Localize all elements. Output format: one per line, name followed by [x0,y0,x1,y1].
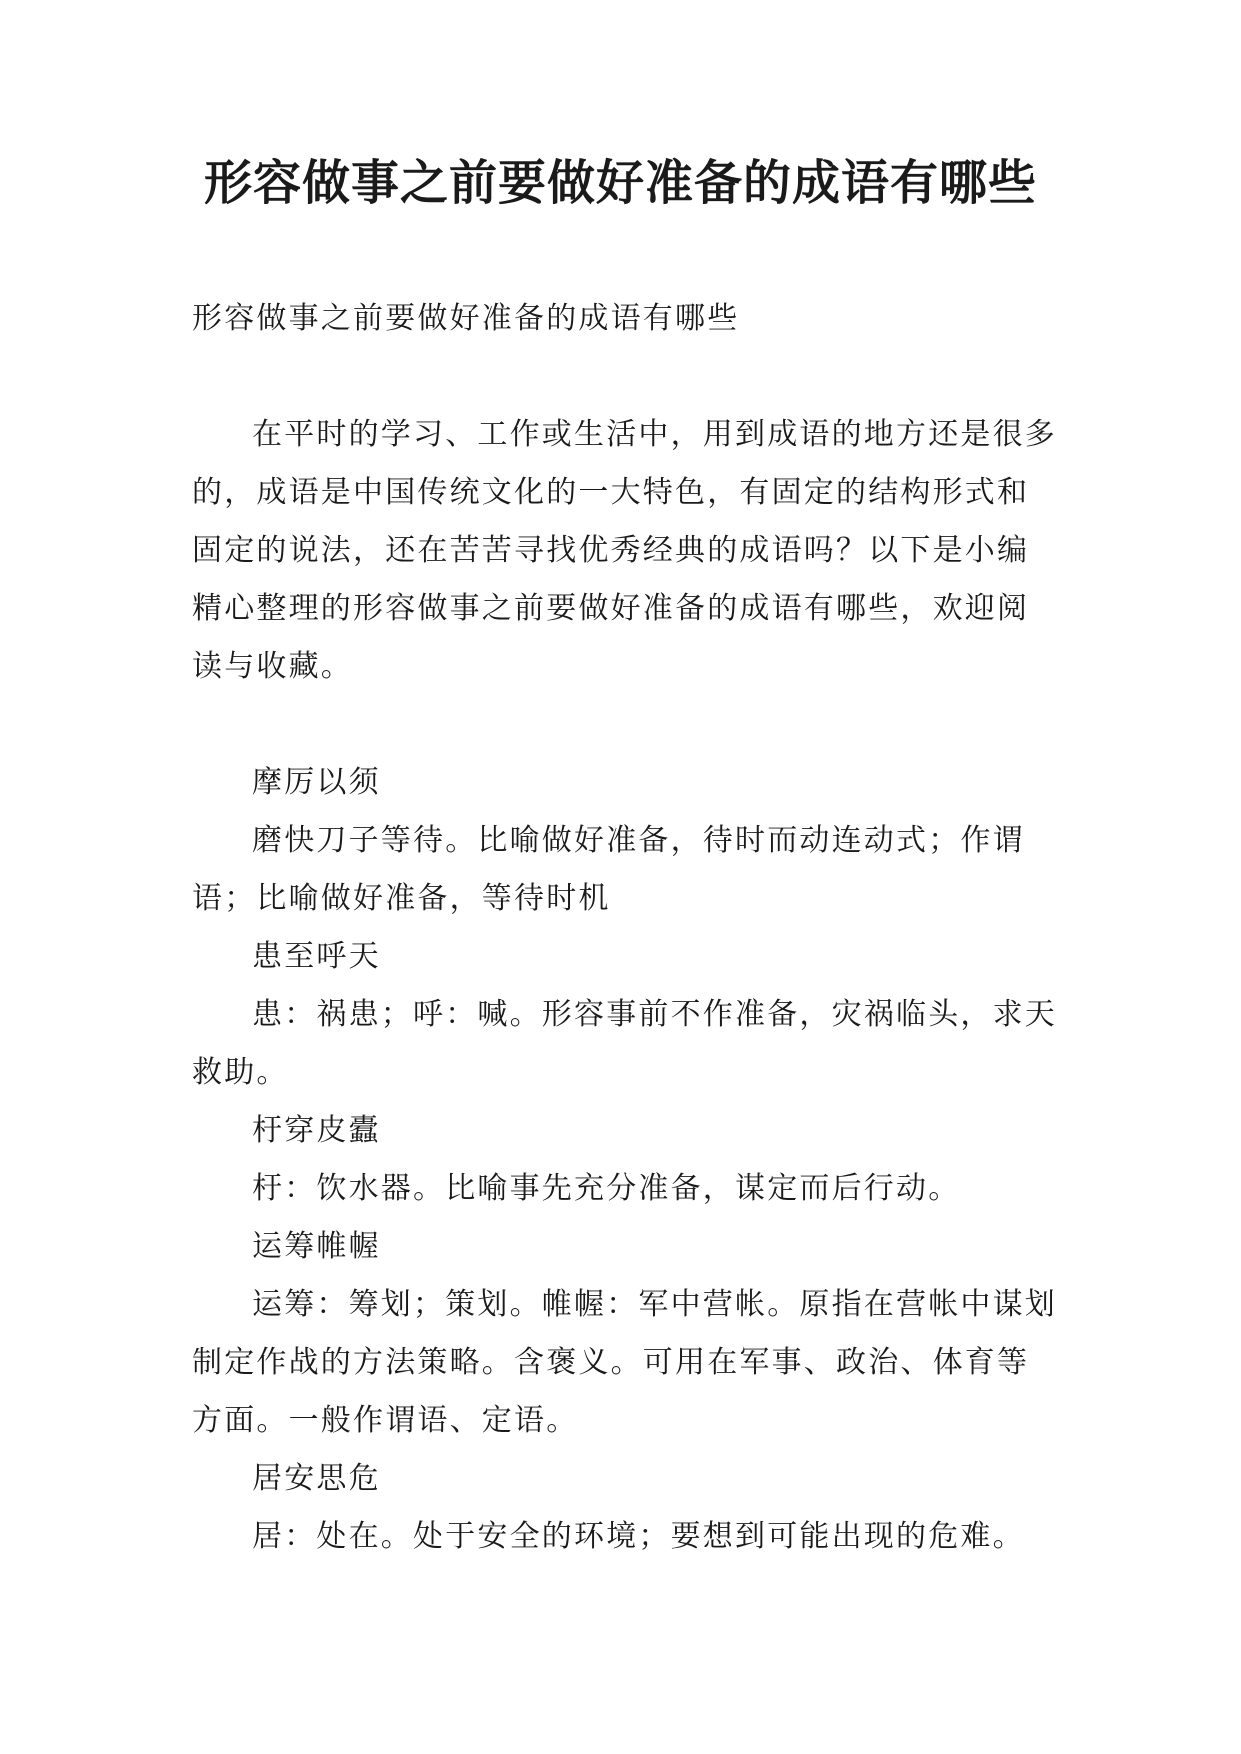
idiom-term: 居安思危 [252,1461,381,1496]
idiom-definition: 患：祸患；呼：喊。形容事前不作准备，灾祸临头，求天救助。 [192,997,1057,1090]
intro-paragraph: 在平时的学习、工作或生活中，用到成语的地方还是很多的，成语是中国传统文化的一大特色，有固定的结构形式和固定的说法，还在苦苦寻找优秀经典的成语吗？以下是小编精心整理的形容做事之前要做好准备的成语有哪些，欢迎阅读与收藏。 [192,417,1057,684]
idiom-term: 杅穿皮蠹 [252,1113,381,1148]
document-title: 形容做事之前要做好准备的成语有哪些 [203,155,1037,211]
document-body [192,290,1057,1566]
idiom-term: 运筹帷幄 [252,1229,381,1264]
idiom-definition: 杅：饮水器。比喻事先充分准备，谋定而后行动。 [252,1171,961,1206]
idiom-definition: 磨快刀子等待。比喻做好准备，待时而动连动式；作谓语；比喻做好准备，等待时机 [192,823,1025,916]
idiom-term: 患至呼天 [252,939,381,974]
idiom-definition: 运筹：筹划；策划。帷幄：军中营帐。原指在营帐中谋划制定作战的方法策略。含褒义。可用在军事、政治、体育等方面。一般作谓语、定语。 [192,1287,1057,1438]
document-subtitle: 形容做事之前要做好准备的成语有哪些 [192,301,740,336]
idiom-term: 摩厉以须 [252,765,381,800]
idiom-definition: 居：处在。处于安全的环境；要想到可能出现的危难。 [252,1519,1025,1554]
